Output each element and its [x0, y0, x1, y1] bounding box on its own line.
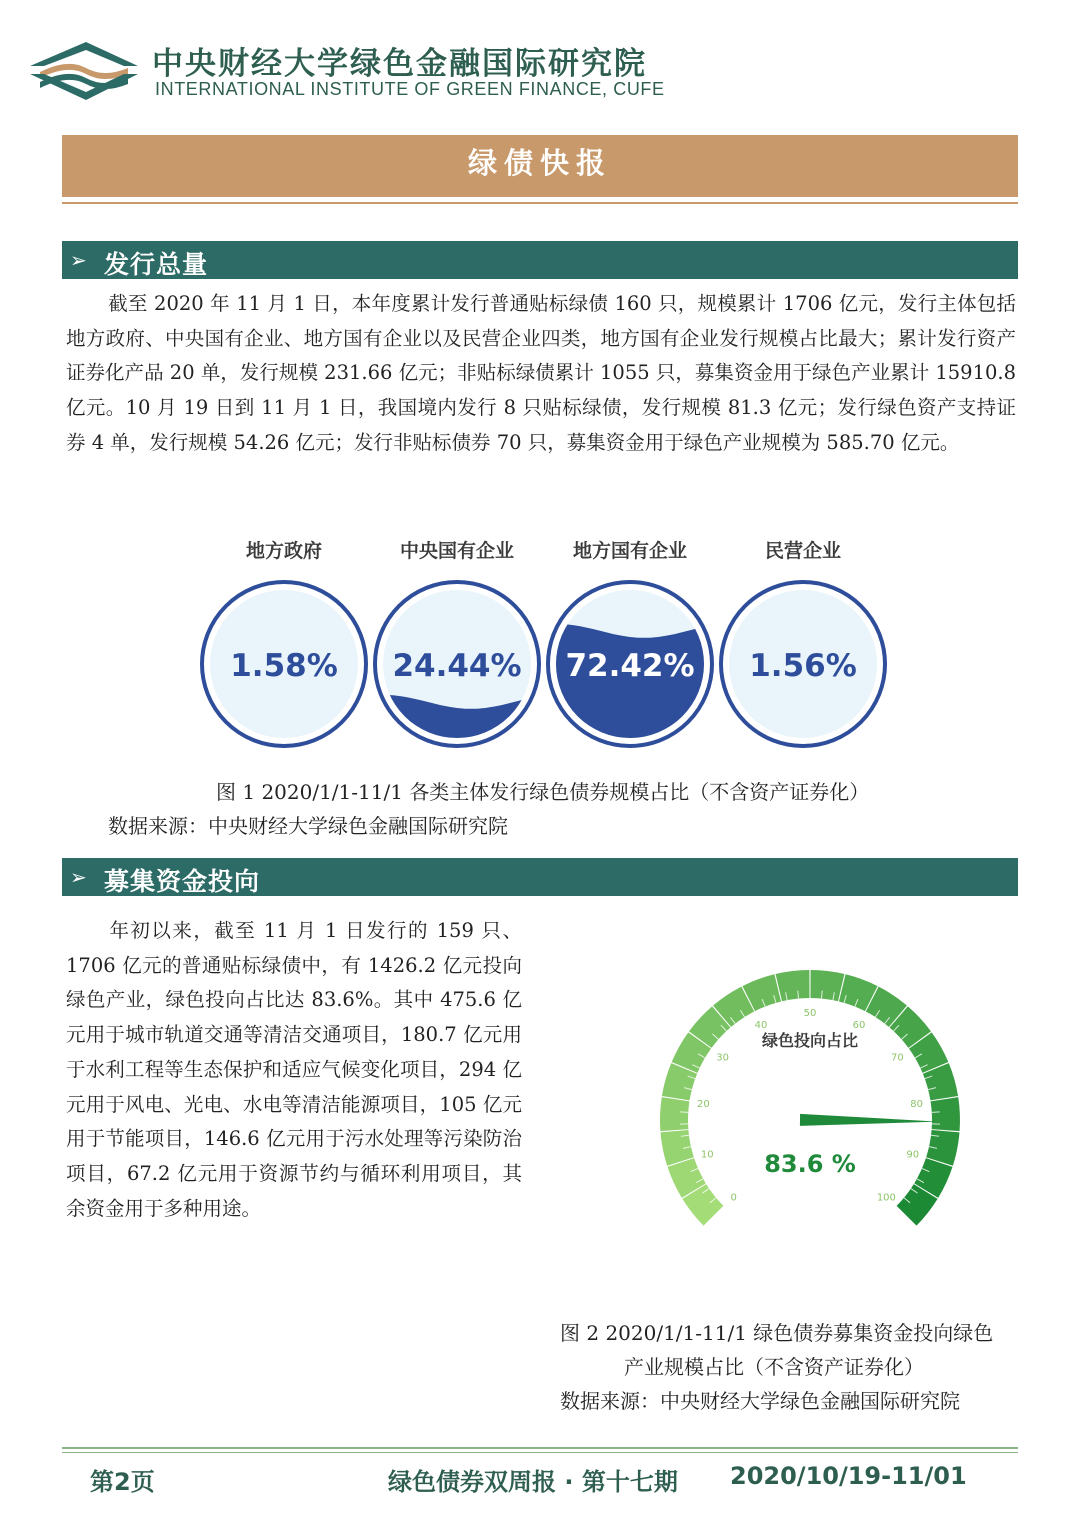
gauge-tick-label: 30 — [716, 1052, 729, 1064]
green-share-gauge — [640, 940, 980, 1230]
gauge-tick-label: 100 — [876, 1192, 896, 1204]
bubble-value: 1.56% — [749, 648, 857, 684]
figure2-caption-line2: 产业规模占比（不含资产证券化） — [624, 1355, 924, 1379]
gauge-tick-label: 80 — [910, 1099, 924, 1111]
institute-name-en: INTERNATIONAL INSTITUTE OF GREEN FINANCE, CUFE — [155, 79, 665, 99]
bubble-label: 中央国有企业 — [399, 540, 514, 562]
figure1-source: 数据来源：中央财经大学绿色金融国际研究院 — [108, 814, 508, 838]
section-title: 募集资金投向 — [104, 867, 261, 896]
bubble-gauge — [371, 578, 543, 750]
bubble-gauge — [717, 578, 889, 750]
gauge-band-segment — [776, 970, 810, 1001]
section-header-use-of-proceeds — [62, 858, 1018, 896]
bubble-label: 地方国有企业 — [572, 540, 687, 562]
figure2-source: 数据来源：中央财经大学绿色金融国际研究院 — [560, 1389, 960, 1413]
bubble-label: 地方政府 — [245, 540, 322, 562]
bubble-chart-item — [717, 536, 889, 750]
bubble-value: 24.44% — [392, 648, 522, 684]
bubble-fill-level — [546, 624, 714, 748]
gauge-tick-label: 60 — [852, 1019, 866, 1031]
paragraph-text: 年初以来，截至 11 月 1 日发行的 159 只、1706 亿元的普通贴标绿债中，有 1426.2 亿元投向绿色产业，绿色投向占比达 83.6%。其中 475.6 亿元用于城市轨道交通等清洁交通项目，180.7 亿元用于水利工程等生态保护和适应气候变化项目，294 亿元用于风电、光电、水电等清洁能源项目，105 亿元用于节能项目，146.6 亿元用于污水处理等污染防治项目，67.2 亿元用于资源节约与循环利用项目，其余资金用于多种用途。 — [66, 919, 522, 1220]
gauge-title: 绿色投向占比 — [761, 1031, 859, 1050]
gauge-band-segment — [931, 1097, 960, 1131]
footer-divider — [62, 1447, 1018, 1449]
bubble-chart-item — [198, 536, 370, 750]
issue-date-range: 2020/10/19-11/01 — [730, 1462, 967, 1490]
footer-divider-thin — [62, 1452, 1018, 1453]
gauge-tick-label: 70 — [891, 1052, 904, 1064]
gauge-tick-label: 90 — [906, 1149, 920, 1161]
gauge-tick-label: 10 — [700, 1149, 714, 1161]
section-title: 发行总量 — [104, 250, 209, 279]
bubble-chart-item — [371, 536, 543, 750]
gauge-tick-label: 20 — [696, 1099, 710, 1111]
report-banner — [62, 135, 1018, 197]
gauge-tick-label: 0 — [730, 1192, 737, 1204]
bubble-value: 1.58% — [230, 648, 338, 684]
gauge-value: 83.6 % — [764, 1150, 856, 1178]
issuance-paragraph — [66, 287, 1016, 461]
bubble-gauge — [198, 578, 370, 750]
figure2-caption-line1: 图 2 2020/1/1-11/1 绿色债券募集资金投向绿色 — [560, 1321, 994, 1345]
bubble-value: 72.42% — [565, 648, 695, 684]
figure1-caption: 图 1 2020/1/1-11/1 各类主体发行绿色债券规模占比（不含资产证券化） — [216, 780, 870, 804]
gauge-tick-label: 40 — [754, 1019, 768, 1031]
gauge-band-segment — [810, 970, 844, 1001]
gauge-tick-label: 50 — [803, 1008, 817, 1019]
use-of-proceeds-paragraph — [66, 914, 522, 1226]
gauge-needle — [800, 1114, 938, 1126]
banner-title: 绿债快报 — [467, 146, 612, 180]
issue-title: 绿色债券双周报 · 第十七期 — [388, 1468, 678, 1496]
arrow-icon: ➢ — [70, 248, 87, 272]
gauge-band-segment — [660, 1097, 689, 1131]
bubble-gauge — [544, 578, 716, 750]
bubble-label: 民营企业 — [764, 540, 841, 562]
banner-underline — [62, 202, 1018, 204]
section-header-issuance — [62, 241, 1018, 279]
gauge-minor-tick — [680, 1112, 688, 1113]
arrow-icon: ➢ — [70, 865, 87, 889]
paragraph-text: 截至 2020 年 11 月 1 日，本年度累计发行普通贴标绿债 160 只，规模累计 1706 亿元，发行主体包括地方政府、中央国有企业、地方国有企业以及民营企业四类，地方国有企业发行规模占比最大；累计发行资产证券化产品 20 单，发行规模 231.66 亿元；非贴标绿债累计 1055 只，募集资金用于绿色产业累计 15910.8 亿元。10 月 19 日到 11 月 1 日，我国境内发行 8 只贴标绿债，发行规模 81.3 亿元；发行绿色资产支持证券 4 单，发行规模 54.26 亿元；发行非贴标债券 70 只，募集资金用于绿色产业规模为 585.70 亿元。 — [66, 292, 1016, 454]
gauge-minor-tick — [932, 1112, 940, 1113]
institute-logo — [28, 38, 140, 106]
bubble-chart-item — [544, 536, 716, 750]
page-number: 第2页 — [90, 1468, 155, 1496]
institute-name-cn: 中央财经大学绿色金融国际研究院 — [152, 46, 647, 82]
